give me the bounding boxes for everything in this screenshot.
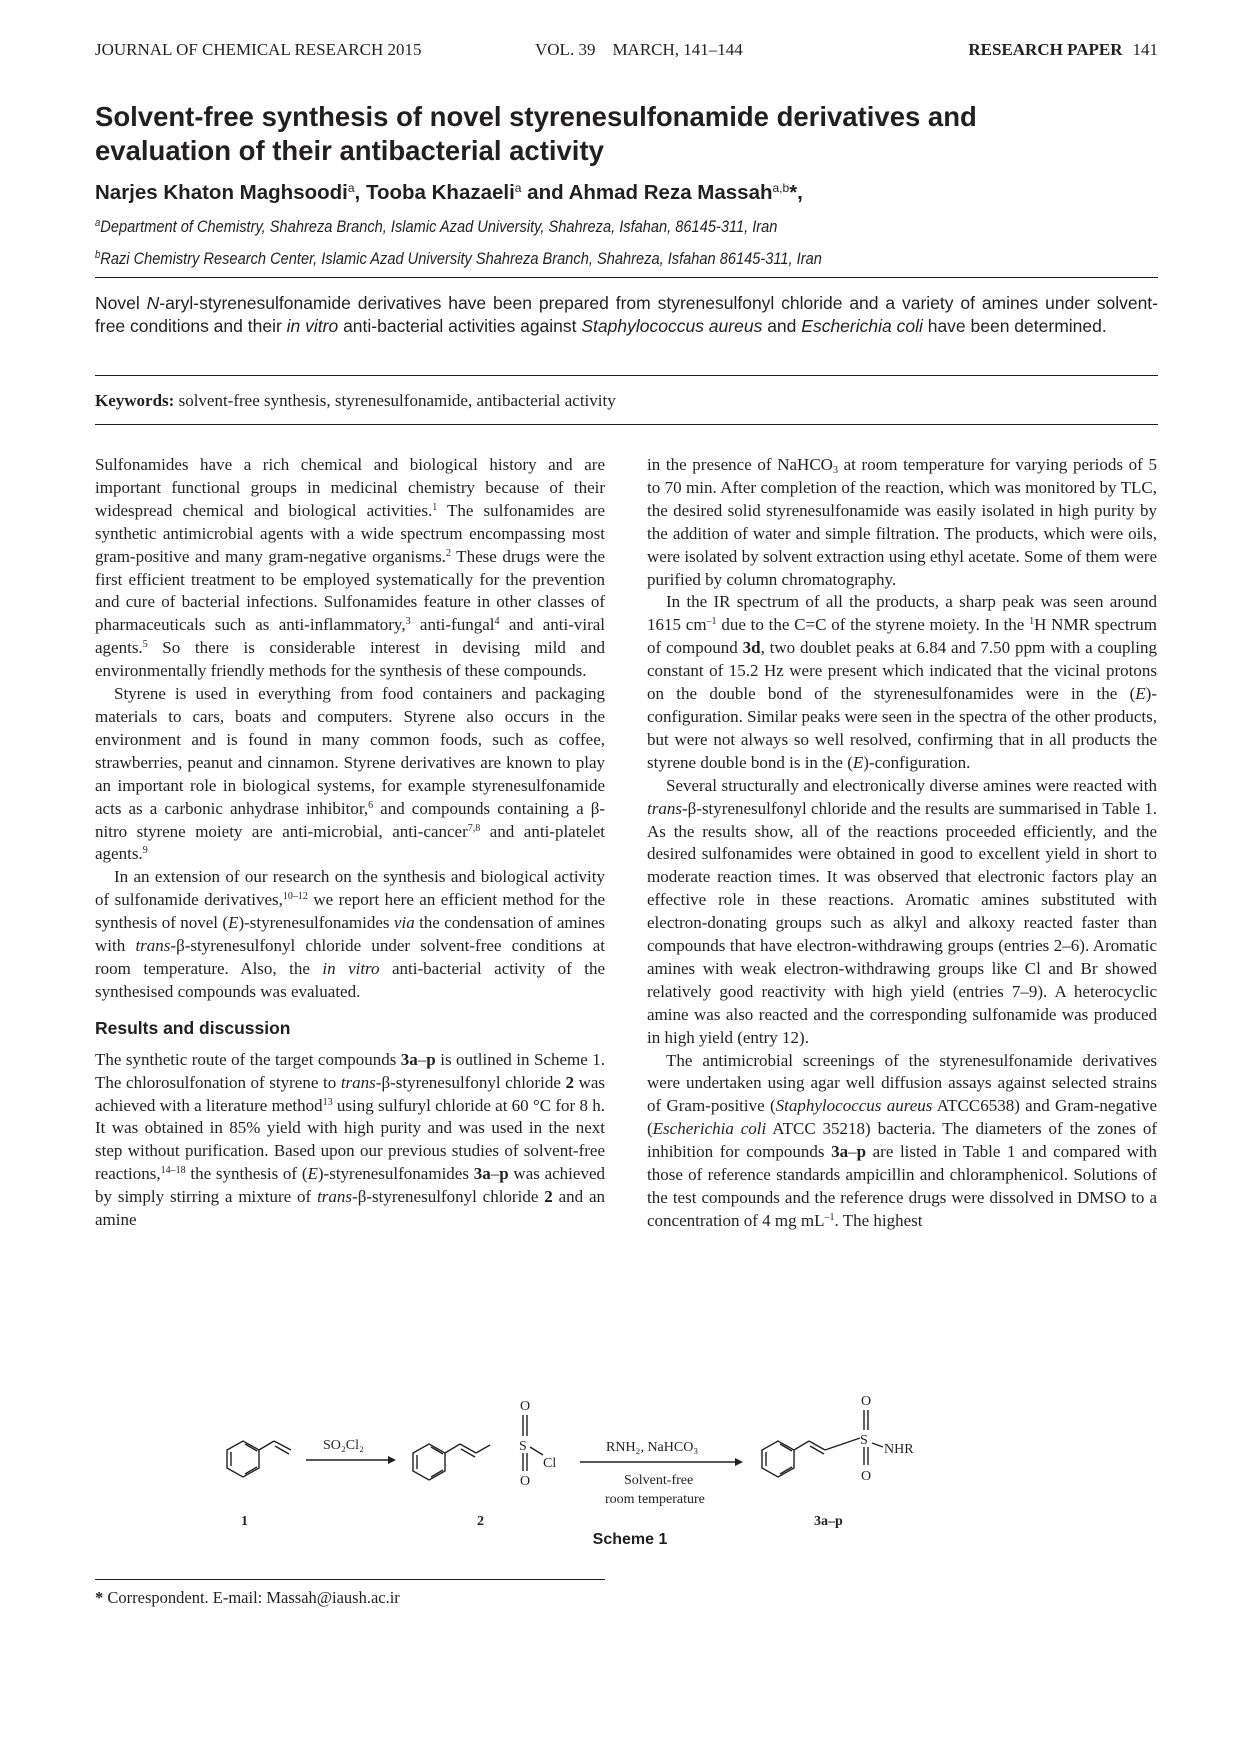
body-text: )-configuration. — [863, 752, 971, 772]
author-affil-mark: a,b — [772, 181, 790, 195]
affiliation — [95, 212, 1007, 238]
body-text: are listed in Table 1 and compared with those of reference standards ampicillin and chloramphenicol. Solutions of the test compounds and the reference drugs were dissolved in DMSO to a concentration of 4 mg mL — [647, 1142, 1157, 1230]
body-text: – — [417, 1049, 427, 1069]
footnote-text: Correspondent. E-mail: Massah@iaush.ac.ir — [103, 1588, 400, 1607]
italic-text: trans — [135, 936, 171, 956]
scheme-caption: Scheme 1 — [592, 1531, 668, 1548]
footnote-mark: * — [95, 1588, 104, 1607]
body-text: in the presence of NaHCO — [647, 455, 833, 474]
condition-label: Solvent-free — [624, 1473, 694, 1488]
paragraph — [647, 1050, 1157, 1233]
footnote — [95, 1588, 695, 1608]
right-column — [647, 454, 1157, 1233]
bold-text: 3a — [831, 1142, 849, 1162]
body-text: at room temperature for varying periods of 5 to 70 min. After completion of the reaction, which was monitored by TLC, the desired solid styrenesulfonamide was easily isolated in high purity by the addition of water and simple filtration. The products, which were oils, were isolated by solvent extraction using ethyl acetate. Some of them were purified by column chromatography. — [647, 455, 1157, 589]
paper-title: Solvent-free synthesis of novel styrenesulfonamide derivatives and evaluation of their antibacterial activity — [95, 101, 977, 166]
author-separator: , — [354, 181, 366, 204]
superscript-ref: –1 — [824, 1211, 835, 1223]
affiliation — [95, 244, 1007, 270]
italic-text: E — [307, 1164, 318, 1184]
body-text: )-configuration. Similar peaks were seen in the spectra of the other products, but were not always so well resolved, confirming that in all products the styrene double bond is in the ( — [647, 684, 1157, 772]
abstract — [95, 292, 1158, 338]
atom-label: Cl — [543, 1456, 557, 1471]
italic-text: trans — [340, 1072, 376, 1092]
body-text: -β-styrenesulfonyl chloride — [375, 1072, 566, 1092]
abstract-text: anti-bacterial activities against — [338, 316, 582, 336]
superscript-ref: 14–18 — [160, 1165, 186, 1177]
abstract-text: and — [762, 316, 802, 336]
compound-label: 3a–p — [814, 1514, 843, 1529]
superscript-ref: 2 — [445, 547, 451, 559]
body-text: – — [490, 1164, 500, 1184]
abstract-italic: N — [146, 293, 160, 313]
body-text: the synthesis of ( — [185, 1164, 308, 1184]
paragraph — [647, 454, 1157, 591]
body-text: and anti-viral agents. — [95, 615, 606, 658]
section-page — [968, 40, 1158, 60]
author-separator: *, — [789, 181, 803, 204]
body-text: and compounds containing a β-nitro styrene moiety are anti-microbial, anti-cancer — [95, 798, 605, 841]
body-text: ATCC 35218) bacteria. The diameters of the zones of inhibition for compounds — [647, 1119, 1157, 1162]
divider — [95, 424, 1158, 425]
author-name: Ahmad Reza Massah — [568, 181, 773, 204]
atom-label: S — [860, 1433, 868, 1448]
affiliation-mark: b — [95, 249, 101, 261]
keywords-label: Keywords: — [95, 391, 175, 410]
italic-text: trans — [647, 798, 682, 818]
body-text: and an amine — [95, 1187, 606, 1230]
left-column — [95, 454, 605, 1232]
body-text: using sulfuryl chloride at 60 °C for 8 h. It was obtained in 85% yield with high purity and was used in the next step without purification. Based upon our previous studies of solvent-free reactions, — [95, 1095, 605, 1184]
italic-text: Escherichia coli — [652, 1119, 767, 1139]
journal-name: JOURNAL OF CHEMICAL RESEARCH 2015 — [95, 40, 422, 59]
body-text: So there is considerable interest in devising mild and environmentally friendly methods for the synthesis of these compounds. — [95, 638, 605, 681]
body-text: we report here an efficient method for the synthesis of novel ( — [95, 890, 605, 933]
page-number: 141 — [1132, 40, 1158, 59]
italic-text: trans — [317, 1187, 353, 1207]
italic-text: in vitro — [322, 958, 380, 978]
atom-label: O — [861, 1469, 872, 1484]
bold-text: p — [426, 1049, 436, 1069]
body-text: -β-styrenesulfonyl chloride under solvent-free conditions at room temperature. Also, the — [95, 936, 605, 978]
body-text: The antimicrobial screenings of the styrenesulfonamide derivatives were undertaken using agar well diffusion assays against selected strains of Gram-positive ( — [647, 1050, 1157, 1116]
body-text: and anti-platelet agents. — [95, 821, 605, 864]
compound-label: 2 — [477, 1514, 484, 1529]
body-text: anti-fungal — [410, 615, 495, 635]
bold-text: 3d — [742, 638, 761, 658]
italic-text: E — [1135, 684, 1146, 704]
superscript-ref: 1 — [432, 501, 438, 513]
bold-text: 2 — [565, 1072, 574, 1092]
atom-label: S — [519, 1439, 527, 1454]
affiliation-text: Department of Chemistry, Shahreza Branch, Islamic Azad University, Shahreza, Isfahan, 86145-311, Iran — [100, 217, 778, 236]
compound-1-structure — [227, 1441, 291, 1477]
keywords — [95, 390, 1158, 412]
author-name: Narjes Khaton Maghsoodi — [95, 181, 348, 204]
subscript: 3 — [832, 465, 838, 476]
author-list — [95, 175, 1095, 206]
superscript-ref: 9 — [142, 845, 148, 857]
section-heading: Results and discussion — [95, 1017, 291, 1038]
italic-text: E — [228, 913, 239, 933]
section-label: RESEARCH PAPER — [968, 40, 1123, 59]
body-text: -β-styrenesulfonyl chloride and the results are summarised in Table 1. As the results show, all of the reactions proceeded efficiently, and the desired sulfonamides were obtained in good to excellent yield in short to moderate reaction times. It was observed that electronic factors play an effective role in these reactions. Aromatic amines substituted with electron-donating groups such as alkyl and alkoxy reacted faster than compounds that have electron-withdrawing groups (entries 2–6). Aromatic amines with weak electron-withdrawing groups like Cl and Br showed relatively good reactivity with high yield (entries 7–9). A heterocyclic amine was also reacted and the corresponding sulfonamide was produced in high yield (entry 12). — [647, 798, 1157, 1047]
superscript-ref: 7,8 — [467, 822, 481, 834]
superscript-ref: 10–12 — [282, 891, 308, 903]
body-text: The synthetic route of the target compounds — [95, 1049, 401, 1069]
paragraph — [647, 591, 1157, 774]
body-text: was achieved with a literature method — [95, 1072, 606, 1115]
body-text: )-styrenesulfonamides — [238, 913, 394, 933]
body-text: Styrene is used in everything from food containers and packaging materials to cars, boats and computers. Styrene also occurs in the environment and is found in many common foods, such as coffee, strawberries, peanut and cinnamon. Styrene derivatives are known to play an important role in biological systems, for example styrenesulfonamide acts as a carbonic anhydrase inhibitor, — [95, 684, 605, 818]
abstract-text: have been determined. — [922, 316, 1107, 336]
body-text: H NMR spectrum of compound — [647, 615, 1157, 658]
paragraph — [95, 1049, 605, 1232]
divider — [95, 375, 1158, 376]
author-separator: and — [521, 181, 569, 204]
affiliation-text: Razi Chemistry Research Center, Islamic Azad University Shahreza Branch, Shahreza, Isfahan 86145-311, Iran — [100, 249, 822, 268]
body-text: -β-styrenesulfonyl chloride — [352, 1187, 545, 1207]
superscript-ref: 1 — [1029, 616, 1035, 628]
volume-date: VOL. 39 MARCH, 141–144 — [535, 40, 743, 59]
body-text: The sulfonamides are synthetic antimicrobial agents with a wide spectrum encompassing most gram-positive and many gram-negative organisms. — [95, 500, 605, 566]
body-text: – — [848, 1142, 857, 1162]
italic-text: via — [393, 913, 415, 933]
bold-text: 3a — [473, 1164, 491, 1184]
body-text: is outlined in Scheme 1. The chlorosulfonation of styrene to — [95, 1049, 605, 1092]
superscript-ref: 4 — [494, 616, 500, 628]
body-text: In the IR spectrum of all the products, a sharp peak was seen around 1615 cm — [647, 592, 1157, 635]
body-text: . The highest — [834, 1210, 923, 1230]
body-text: was achieved by simply stirring a mixture of — [95, 1164, 605, 1207]
reagent-label: RNH₂, NaHCO₃ — [606, 1440, 699, 1455]
body-text: , two doublet peaks at 6.84 and 7.50 ppm with a coupling constant of 15.2 Hz were present which indicated that the vicinal protons on the double bond of the styrenesulfonamides were in the ( — [647, 638, 1157, 704]
atom-label: O — [861, 1394, 872, 1409]
reaction-scheme — [200, 1385, 1080, 1545]
running-header — [95, 40, 1158, 66]
superscript-ref: 3 — [405, 616, 411, 628]
reagent-label: SO₂Cl₂ — [323, 1438, 364, 1453]
body-text: Sulfonamides have a rich chemical and biological history and are important functional groups in medicinal chemistry because of their widespread chemical and biological activities. — [95, 455, 605, 520]
italic-text: E — [852, 752, 864, 772]
abstract-text: -aryl-styrenesulfonamide derivatives have been prepared from styrenesulfonyl chloride and a variety of amines under solvent-free conditions and their — [95, 293, 1158, 336]
bold-text: 3a — [400, 1049, 418, 1069]
divider — [95, 277, 1158, 278]
paragraph — [95, 454, 605, 683]
bold-text: 2 — [544, 1187, 553, 1207]
italic-text: Staphylococcus aureus — [775, 1096, 933, 1116]
body-text: )-styrenesulfonamides — [317, 1164, 474, 1184]
superscript-ref: 13 — [322, 1096, 333, 1108]
superscript-ref: –1 — [706, 616, 717, 628]
body-text: anti-bacterial activity of the synthesised compounds was evaluated. — [95, 958, 605, 1001]
paragraph — [647, 775, 1157, 1050]
body-text: These drugs were the first efficient treatment to be employed systematically for the prevention and cure of bacterial infections. Sulfonamides feature in other classes of pharmaceuticals such as anti-inflammatory, — [95, 546, 605, 635]
abstract-text: Novel — [95, 293, 147, 313]
abstract-italic: in vitro — [286, 316, 339, 336]
atom-label: O — [520, 1474, 531, 1489]
superscript-ref: 6 — [368, 799, 374, 811]
affiliation-mark: a — [95, 217, 101, 229]
atom-label: O — [520, 1399, 531, 1414]
body-text: due to the C=C of the styrene moiety. In the — [716, 615, 1030, 635]
body-text: Several structurally and electronically diverse amines were reacted with — [666, 775, 1157, 795]
keywords-text: solvent-free synthesis, styrenesulfonamide, antibacterial activity — [174, 391, 616, 410]
bold-text: p — [499, 1164, 509, 1184]
author-affil-mark: a — [347, 181, 355, 195]
bold-text: p — [856, 1142, 867, 1162]
abstract-italic: Staphylococcus aureus — [581, 316, 763, 336]
condition-label: room temperature — [605, 1492, 705, 1507]
abstract-italic: Escherichia coli — [801, 316, 923, 336]
author-affil-mark: a — [514, 181, 522, 195]
author-name: Tooba Khazaeli — [365, 181, 515, 204]
body-text: ATCC6538) and Gram-negative ( — [647, 1096, 1157, 1139]
compound-label: 1 — [241, 1514, 248, 1529]
body-text: the condensation of amines with — [95, 913, 605, 956]
atom-label: NHR — [884, 1442, 914, 1457]
paragraph — [95, 683, 605, 866]
superscript-ref: 5 — [142, 639, 148, 651]
footnote-divider — [95, 1579, 605, 1580]
body-text: In an extension of our research on the synthesis and biological activity of sulfonamide derivatives, — [95, 867, 605, 910]
paragraph — [95, 866, 605, 1003]
